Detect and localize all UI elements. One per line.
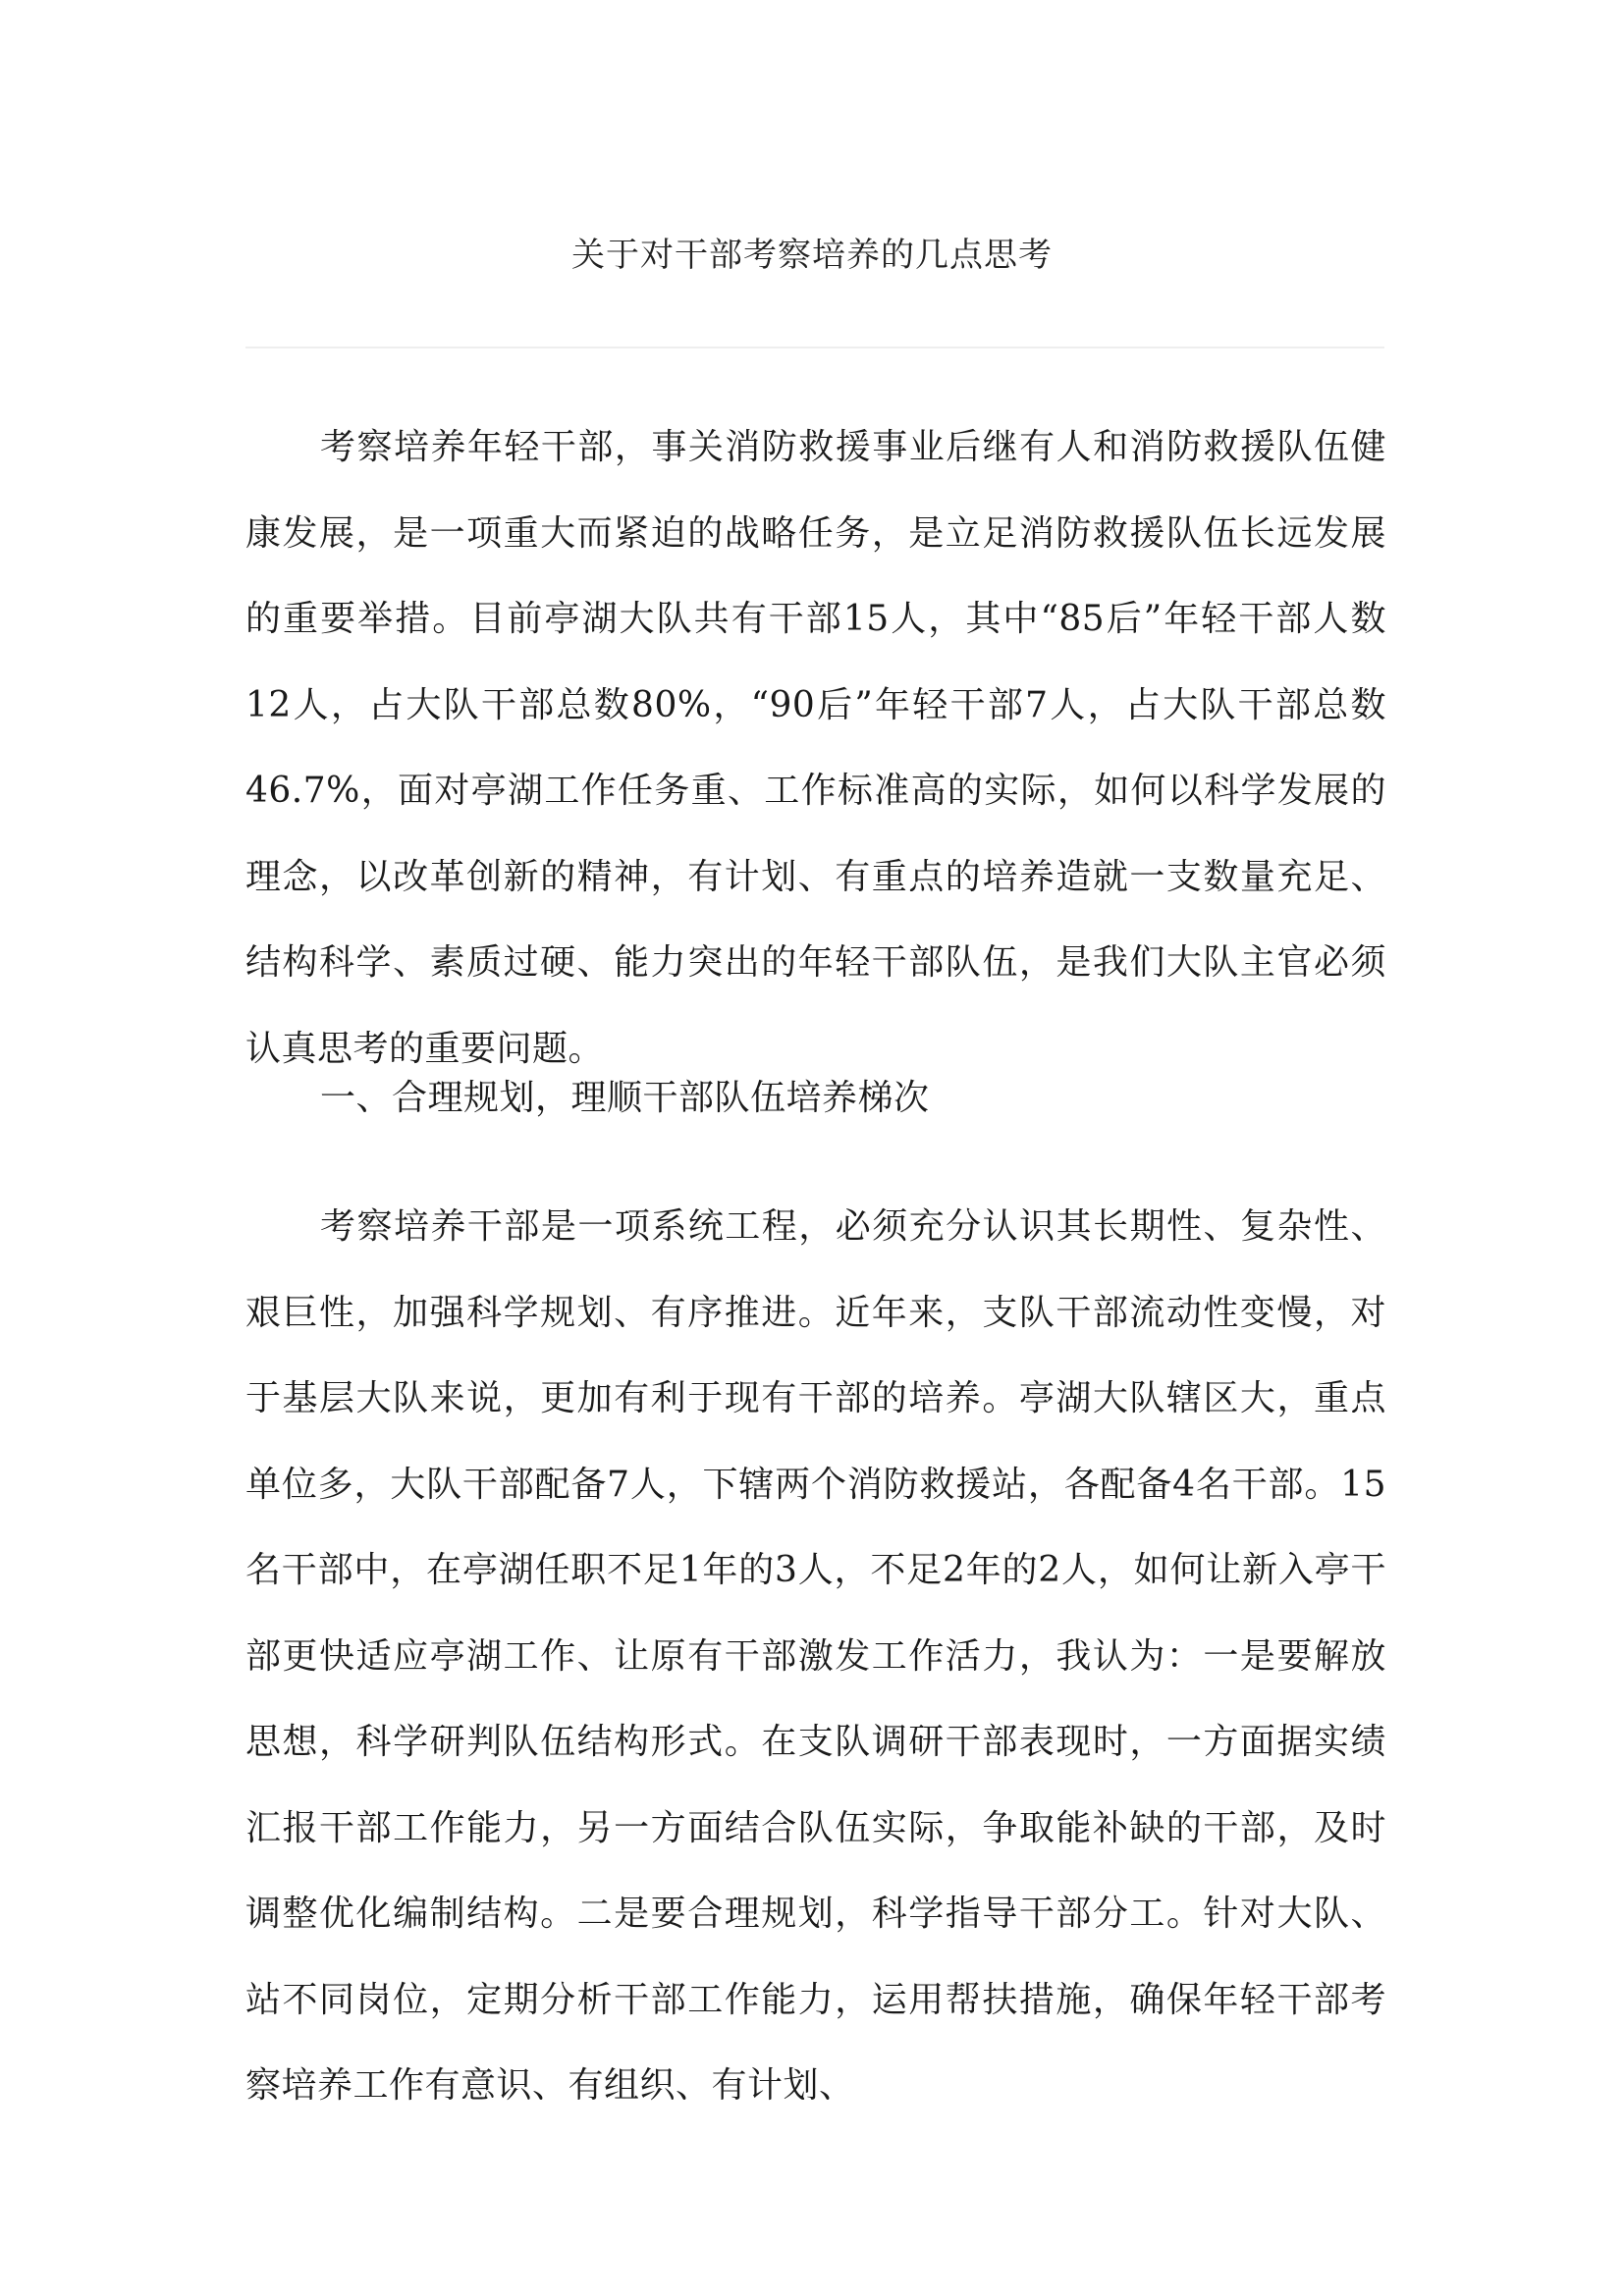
intro-paragraph: 考察培养年轻干部，事关消防救援事业后继有人和消防救援队伍健康发展，是一项重大而紧迫的战略任务，是立足消防救援队伍长远发展的重要举措。目前亭湖大队共有干部15人，其中“85后”年轻干部人数12人，占大队干部总数80%，“90后”年轻干部7人，占大队干部总数46.7%，面对亭湖工作任务重、工作标准高的实际，如何以科学发展的理念，以改革创新的精神，有计划、有重点的培养造就一支数量充足、结构科学、素质过硬、能力突出的年轻干部队伍，是我们大队主官必须认真思考的重要问题。 [245,427,1386,1069]
title-divider [245,347,1384,348]
section-heading: 一、合理规划，理顺干部队伍培养梯次 [320,1078,930,1118]
document-title: 关于对干部考察培养的几点思考 [571,236,1053,275]
section-paragraph: 考察培养干部是一项系统工程，必须充分认识其长期性、复杂性、艰巨性，加强科学规划、有序推进。近年来，支队干部流动性变慢，对于基层大队来说，更加有利于现有干部的培养。亭湖大队辖区大，重点单位多，大队干部配备7人，下辖两个消防救援站，各配备4名干部。15名干部中，在亭湖任职不足1年的3人，不足2年的2人，如何让新入亭干部更快适应亭湖工作、让原有干部激发工作活力，我认为：一是要解放思想，科学研判队伍结构形式。在支队调研干部表现时，一方面据实绩汇报干部工作能力，另一方面结合队伍实际，争取能补缺的干部，及时调整优化编制结构。二是要合理规划，科学指导干部分工。针对大队、站不同岗位，定期分析干部工作能力，运用帮扶措施，确保年轻干部考察培养工作有意识、有组织、有计划、 [245,1206,1386,2106]
